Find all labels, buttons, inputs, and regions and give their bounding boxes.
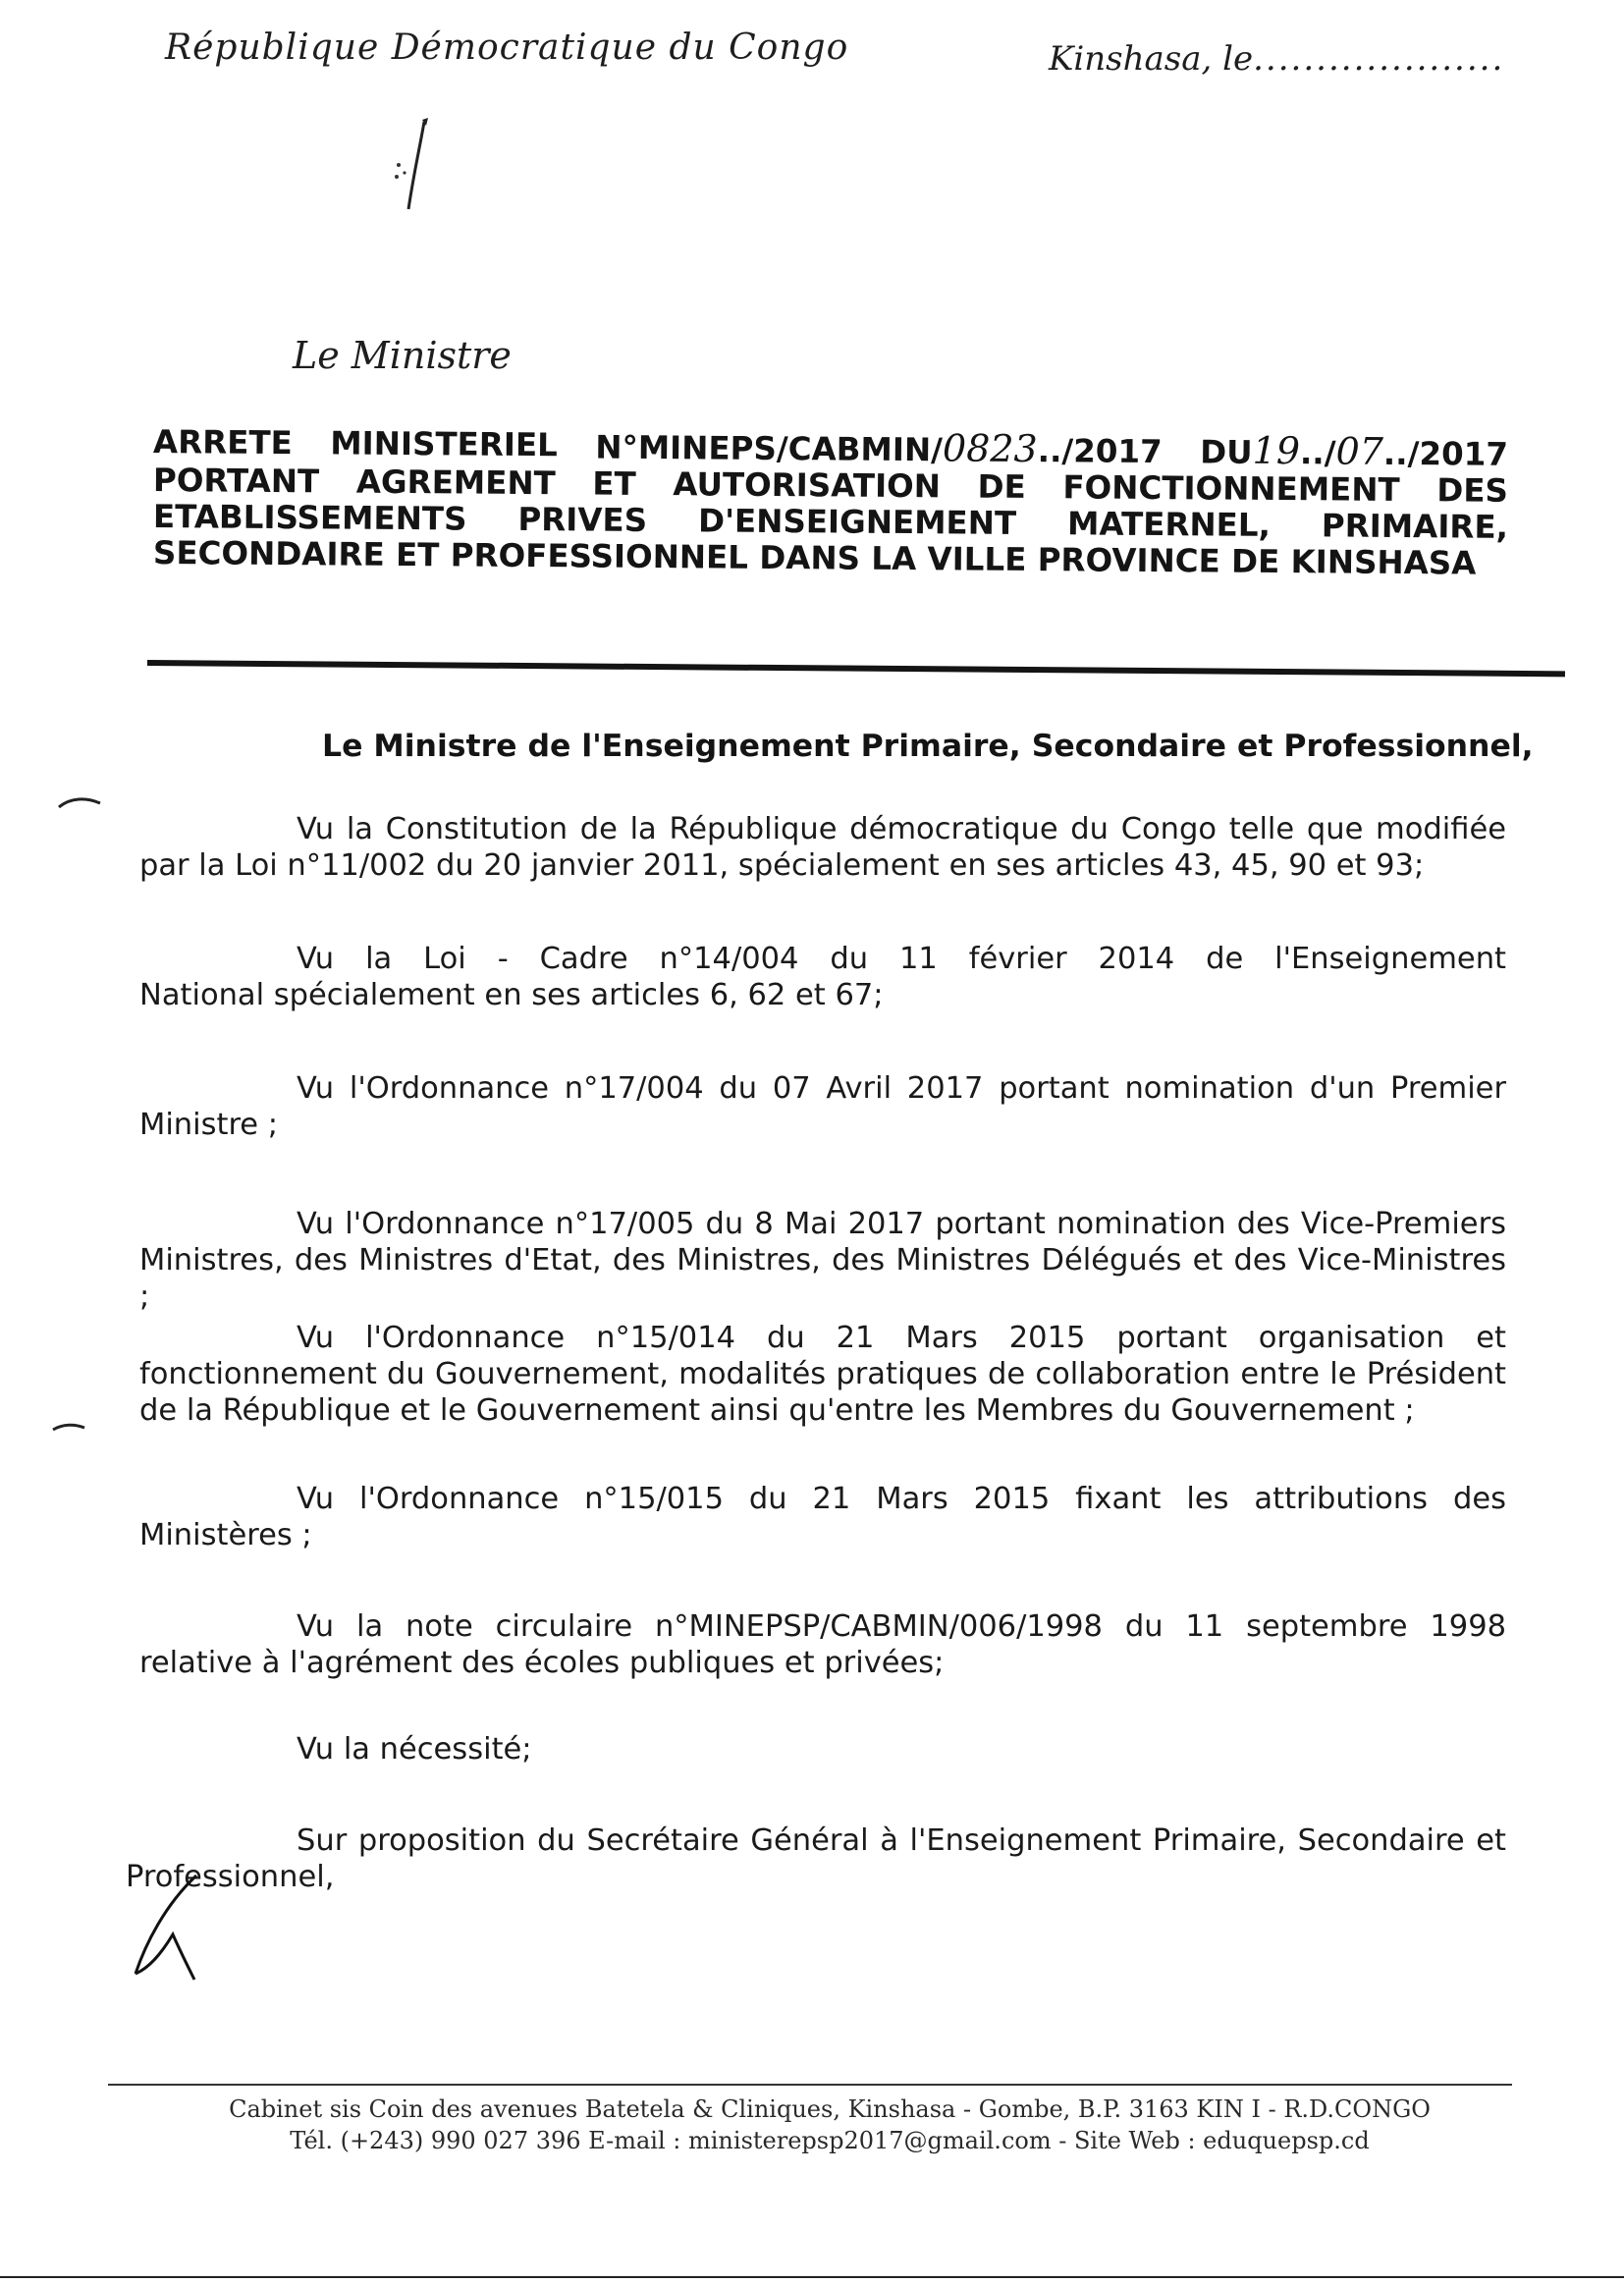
handwritten-number: 0823 xyxy=(942,426,1038,471)
decree-title xyxy=(152,423,1509,582)
header-place-date xyxy=(1049,39,1504,79)
decree-word: MINISTERIEL xyxy=(330,424,558,464)
header-date-blank: .................... xyxy=(1253,39,1505,79)
title-underline-rule xyxy=(147,660,1565,677)
recital-necessity: Vu la nécessité; xyxy=(297,1732,532,1767)
footer-address: Cabinet sis Coin des avenues Batetela & Cliniques, Kinshasa - Gombe, B.P. 3163 KIN I - R.D.CONGO xyxy=(229,2095,1431,2123)
proposal-paragraph: Sur proposition du Secrétaire Général à l'Enseignement Primaire, Secondaire et Professionnel, xyxy=(126,1823,1506,1894)
header-place: Kinshasa, le xyxy=(1049,39,1254,79)
decree-number: N°MINEPS/CABMIN/0823../2017 xyxy=(595,426,1163,471)
recital-paragraph: Vu l'Ordonnance n°17/005 du 8 Mai 2017 portant nomination des Vice-Premiers Ministres, des Ministres d'Etat, des Ministres, des Ministres Délégués et des Vice-Ministres ; xyxy=(139,1207,1506,1314)
page-bottom-edge xyxy=(0,2276,1624,2278)
handwritten-day: 19 xyxy=(1252,428,1301,473)
decree-title-line-4: SECONDAIRE ET PROFESSIONNEL DANS LA VILLE PROVINCE DE KINSHASA xyxy=(152,534,1477,582)
recital-paragraph: Vu la note circulaire n°MINEPSP/CABMIN/006/1998 du 11 septembre 1998 relative à l'agrément des écoles publiques et privées; xyxy=(139,1609,1506,1680)
recital-paragraph: Vu l'Ordonnance n°17/004 du 07 Avril 2017 portant nomination d'un Premier Ministre ; xyxy=(139,1071,1506,1142)
intro-heading: Le Ministre de l'Enseignement Primaire, Secondaire et Professionnel, xyxy=(322,729,1534,764)
footer-contact: Tél. (+243) 990 027 396 E-mail : ministerepsp2017@gmail.com - Site Web : eduquepsp.cd xyxy=(290,2127,1370,2154)
footer-rule xyxy=(108,2084,1512,2086)
minister-title: Le Ministre xyxy=(293,334,512,377)
recital-paragraph: Vu l'Ordonnance n°15/014 du 21 Mars 2015 portant organisation et fonctionnement du Gouvernement, modalités pratiques de collaboration entre le Président de la République et le Gouvernement ainsi qu'entre les Membres du Gouvernement ; xyxy=(139,1321,1506,1428)
decree-title-line-3: ETABLISSEMENTS PRIVES D'ENSEIGNEMENT MATERNEL, PRIMAIRE, xyxy=(152,498,1509,546)
margin-pen-mark xyxy=(49,1420,88,1436)
recital-paragraph: Vu l'Ordonnance n°15/015 du 21 Mars 2015 fixant les attributions des Ministères ; xyxy=(139,1482,1506,1552)
decree-date: DU19../07../2017 xyxy=(1200,428,1509,473)
recital-paragraph: Vu la Loi - Cadre n°14/004 du 11 février 2014 de l'Enseignement National spécialement en ses articles 6, 62 et 67; xyxy=(139,942,1506,1012)
coat-of-arms-emblem xyxy=(385,116,454,214)
header-country: République Démocratique du Congo xyxy=(165,27,849,68)
recital-paragraph: Vu la Constitution de la République démocratique du Congo telle que modifiée par la Loi n°11/002 du 20 janvier 2011, spécialement en ses articles 43, 45, 90 et 93; xyxy=(139,812,1506,883)
decree-title-line-2: PORTANT AGREMENT ET AUTORISATION DE FONCTIONNEMENT DES xyxy=(152,462,1509,510)
initials-signature xyxy=(126,1866,214,1984)
handwritten-month: 07 xyxy=(1335,429,1384,473)
margin-pen-mark xyxy=(55,793,104,813)
decree-word: ARRETE xyxy=(152,423,293,462)
